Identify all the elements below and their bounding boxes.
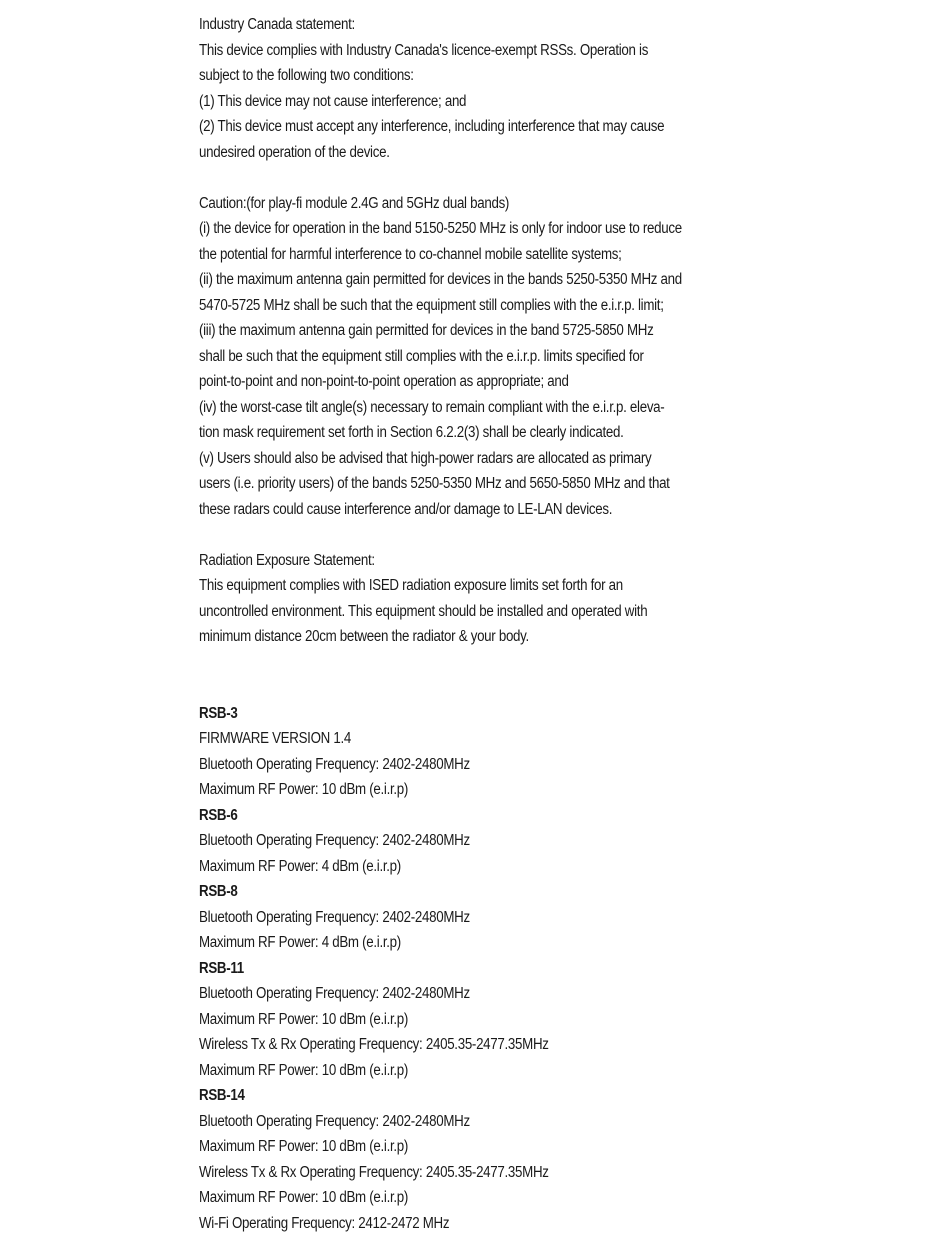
model-rsb-14 bbox=[199, 1083, 939, 1236]
caution-line: (iv) the worst-case tilt angle(s) necessary to remain compliant with the e.i.r.p. eleva- bbox=[199, 398, 665, 416]
caution-line: users (i.e. priority users) of the bands 5250-5350 MHz and 5650-5850 MHz and that bbox=[199, 475, 670, 492]
model-spec-line: Maximum RF Power: 10 dBm (e.i.r.p) bbox=[199, 1010, 409, 1028]
model-rsb-6 bbox=[199, 803, 939, 880]
caution-section bbox=[199, 191, 939, 523]
caution-line: the potential for harmful interference to co-channel mobile satellite systems; bbox=[199, 245, 622, 263]
ic-statement-title: Industry Canada statement: bbox=[199, 16, 355, 33]
model-spec-line: FIRMWARE VERSION 1.4 bbox=[199, 730, 351, 747]
caution-line: tion mask requirement set forth in Section 6.2.2(3) shall be clearly indicated. bbox=[199, 424, 624, 441]
model-rsb-8 bbox=[199, 879, 939, 956]
model-spec-line: Maximum RF Power: 4 dBm (e.i.r.p) bbox=[199, 934, 401, 951]
ic-statement-line: (2) This device must accept any interference, including interference that may cause bbox=[199, 118, 665, 135]
radiation-line: minimum distance 20cm between the radiator & your body. bbox=[199, 628, 529, 645]
model-name: RSB-8 bbox=[199, 883, 238, 900]
caution-line: 5470-5725 MHz shall be such that the equipment still complies with the e.i.r.p. limit; bbox=[199, 296, 664, 314]
ic-statement-line: This device complies with Industry Canada's licence-exempt RSSs. Operation is bbox=[199, 41, 649, 59]
model-spec-line: Maximum RF Power: 10 dBm (e.i.r.p) bbox=[199, 1138, 409, 1155]
model-spec-line: Maximum RF Power: 4 dBm (e.i.r.p) bbox=[199, 857, 401, 875]
model-name: RSB-11 bbox=[199, 959, 244, 977]
ic-statement-section bbox=[199, 12, 939, 165]
ic-statement-line: (1) This device may not cause interference; and bbox=[199, 92, 467, 110]
caution-line: (iii) the maximum antenna gain permitted for devices in the band 5725-5850 MHz bbox=[199, 322, 654, 339]
model-spec-line: Wireless Tx & Rx Operating Frequency: 2405.35-2477.35MHz bbox=[199, 1163, 549, 1181]
section-gap bbox=[199, 522, 939, 548]
caution-line: (v) Users should also be advised that high-power radars are allocated as primary bbox=[199, 449, 652, 467]
caution-line: (i) the device for operation in the band 5150-5250 MHz is only for indoor use to reduce bbox=[199, 220, 682, 237]
caution-line: these radars could cause interference and/or damage to LE-LAN devices. bbox=[199, 500, 613, 518]
model-spec-line: Bluetooth Operating Frequency: 2402-2480MHz bbox=[199, 908, 470, 926]
model-spec-line: Bluetooth Operating Frequency: 2402-2480MHz bbox=[199, 1112, 470, 1130]
model-spec-line: Maximum RF Power: 10 dBm (e.i.r.p) bbox=[199, 1061, 409, 1079]
caution-line: (ii) the maximum antenna gain permitted for devices in the bands 5250-5350 MHz and bbox=[199, 271, 682, 288]
model-spec-line: Bluetooth Operating Frequency: 2402-2480MHz bbox=[199, 755, 470, 773]
model-name: RSB-14 bbox=[199, 1087, 245, 1104]
radiation-title: Radiation Exposure Statement: bbox=[199, 551, 375, 569]
model-name: RSB-3 bbox=[199, 704, 238, 722]
model-rsb-3 bbox=[199, 701, 939, 803]
model-spec-line: Maximum RF Power: 10 dBm (e.i.r.p) bbox=[199, 781, 409, 798]
caution-line: shall be such that the equipment still complies with the e.i.r.p. limits specified for bbox=[199, 347, 644, 365]
model-spec-line: Bluetooth Operating Frequency: 2402-2480MHz bbox=[199, 832, 470, 849]
radiation-line: uncontrolled environment. This equipment should be installed and operated with bbox=[199, 602, 648, 620]
ic-statement-line: subject to the following two conditions: bbox=[199, 67, 414, 84]
radiation-section bbox=[199, 548, 939, 650]
model-spec-line: Maximum RF Power: 10 dBm (e.i.r.p) bbox=[199, 1189, 409, 1206]
caution-line: point-to-point and non-point-to-point operation as appropriate; and bbox=[199, 373, 569, 390]
model-spec-line: Wireless Tx & Rx Operating Frequency: 2405.35-2477.35MHz bbox=[199, 1036, 549, 1053]
radiation-line: This equipment complies with ISED radiation exposure limits set forth for an bbox=[199, 577, 623, 594]
model-name: RSB-6 bbox=[199, 806, 238, 824]
section-gap bbox=[199, 650, 939, 701]
model-spec-line: Bluetooth Operating Frequency: 2402-2480MHz bbox=[199, 985, 470, 1002]
model-spec-line: Wi-Fi Operating Frequency: 2412-2472 MHz bbox=[199, 1214, 450, 1232]
document-page bbox=[199, 12, 939, 1236]
models-section bbox=[199, 701, 939, 1237]
model-rsb-11 bbox=[199, 956, 939, 1084]
section-gap bbox=[199, 165, 939, 191]
caution-title: Caution:(for play-fi module 2.4G and 5GHz dual bands) bbox=[199, 194, 510, 212]
ic-statement-line: undesired operation of the device. bbox=[199, 143, 390, 161]
